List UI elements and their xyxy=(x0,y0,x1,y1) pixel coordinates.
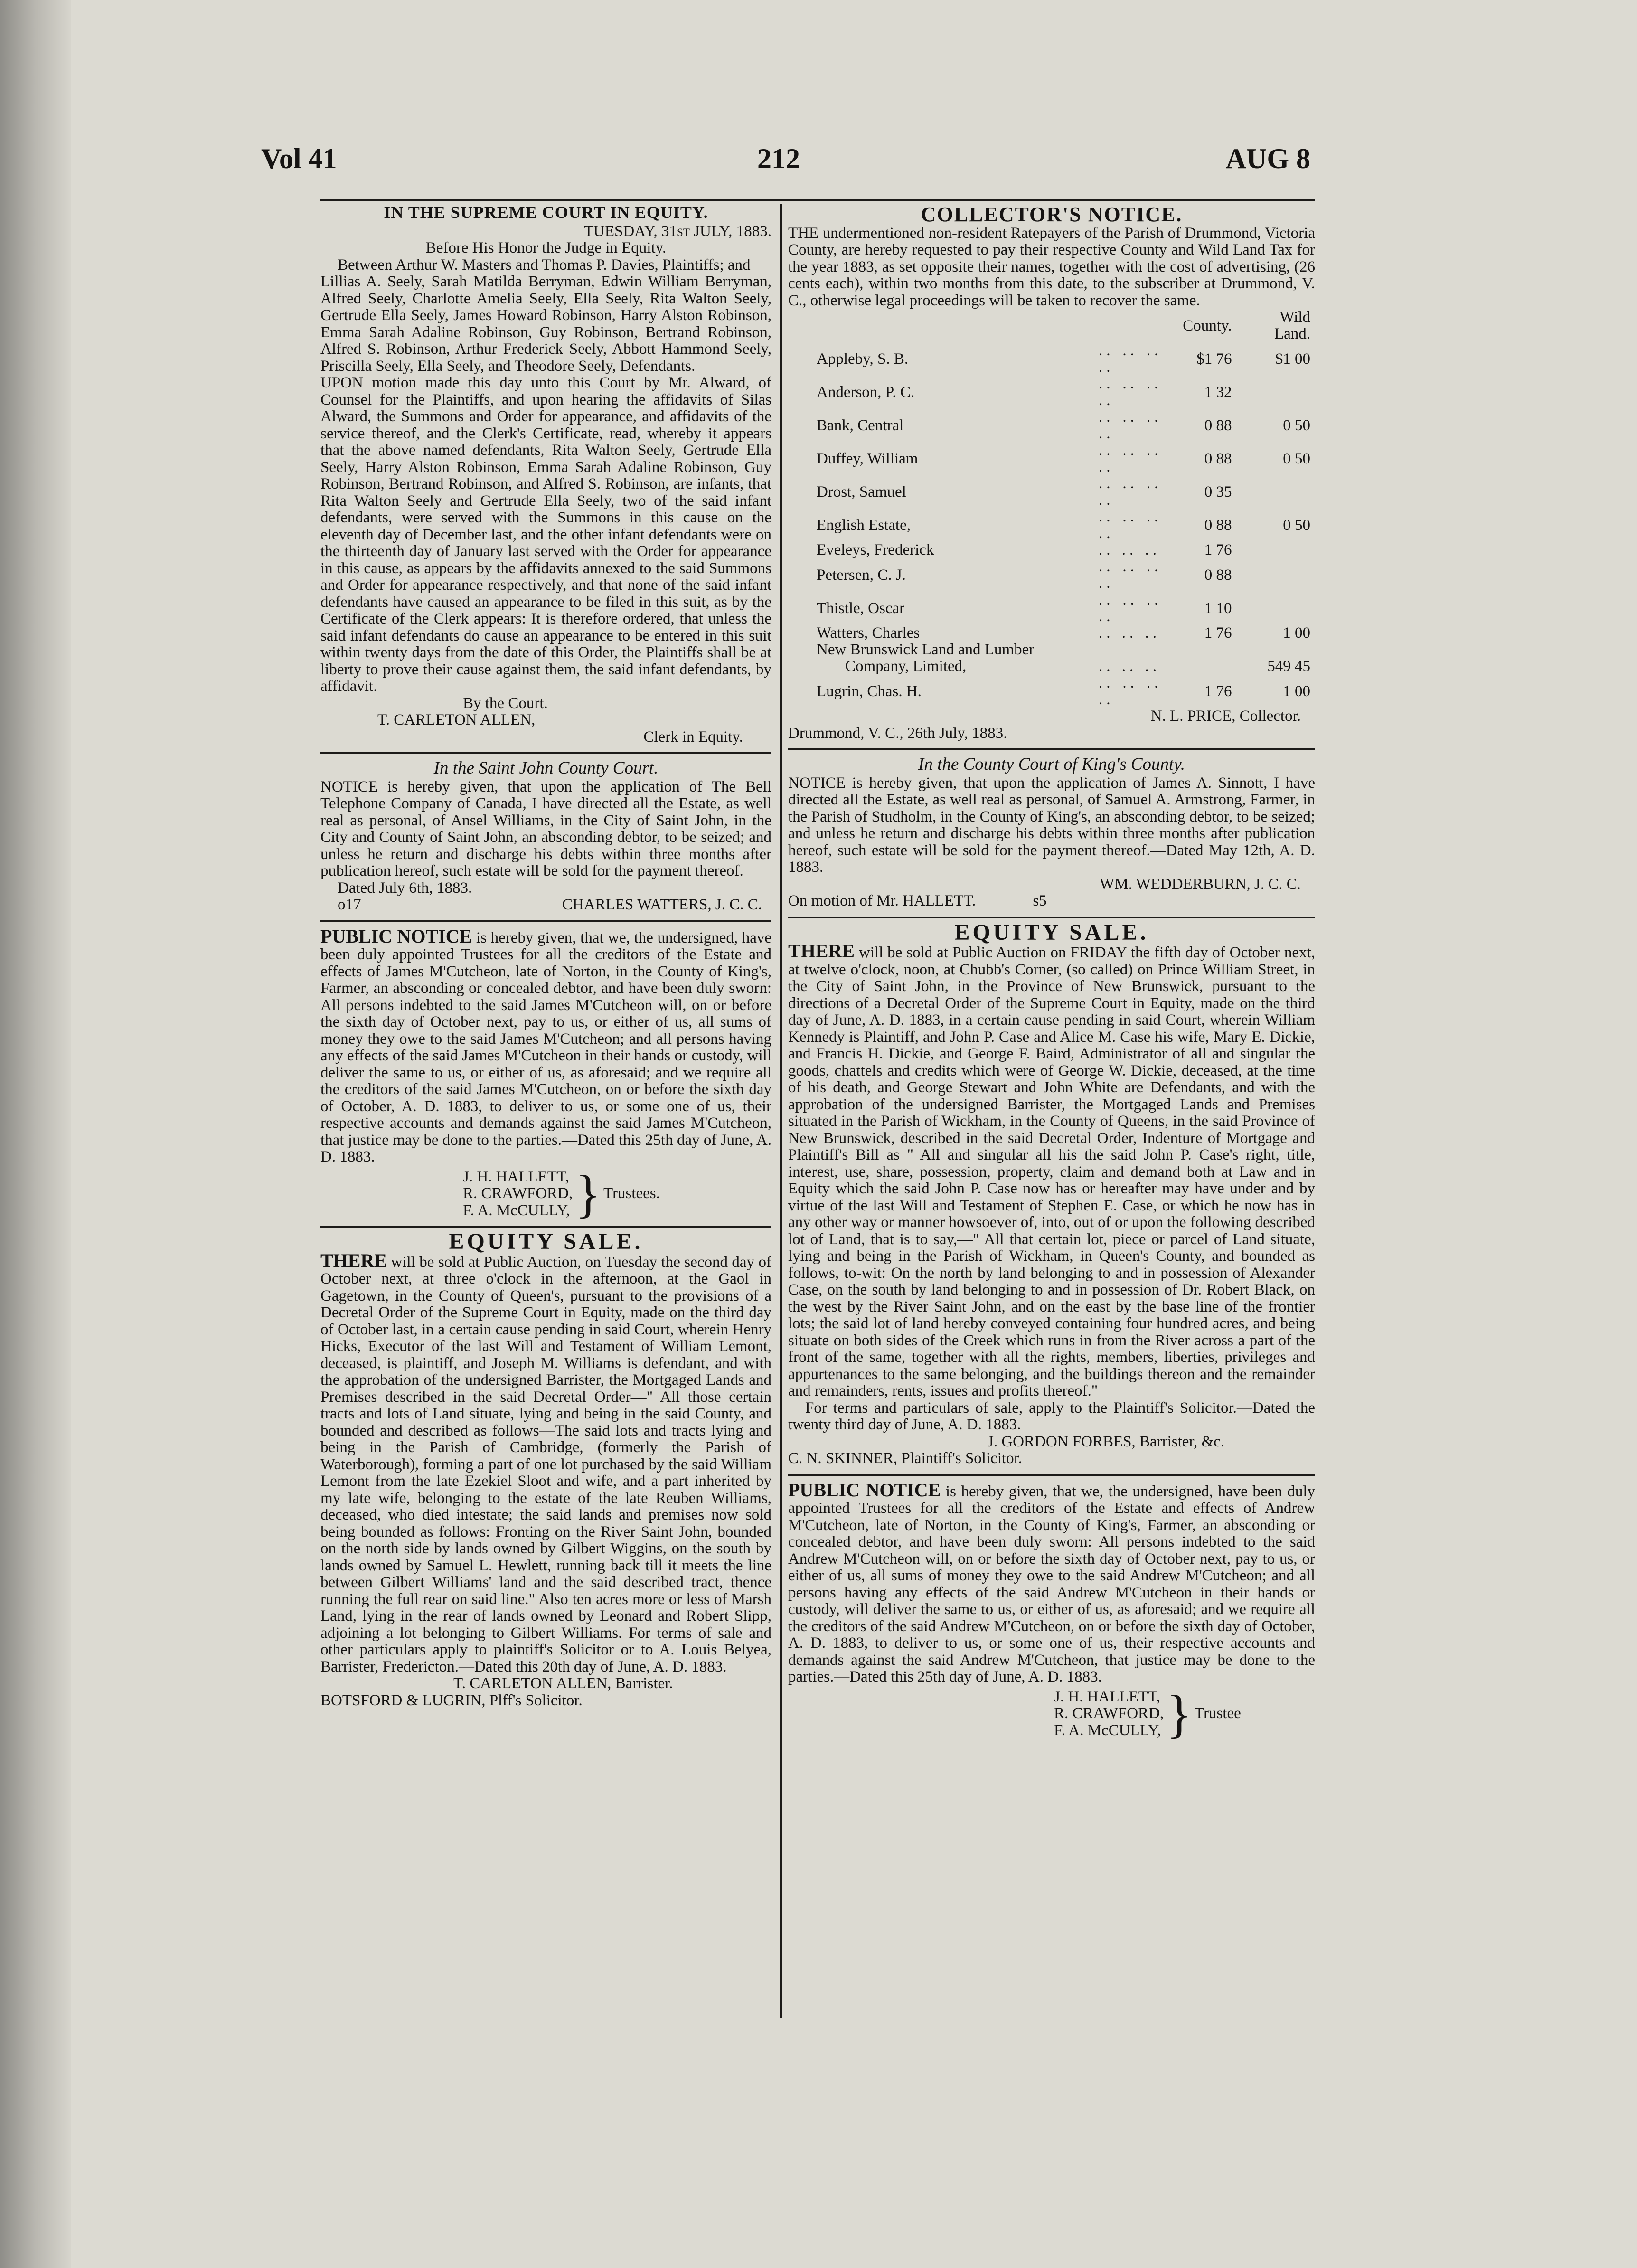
notice-title: In the County Court of King's County. xyxy=(918,755,1185,774)
table-row xyxy=(817,558,1310,592)
trustees-label: Trustees. xyxy=(603,1185,660,1202)
trustee-name: R. CRAWFORD, xyxy=(463,1185,573,1202)
table-cell: 0 88 xyxy=(1204,516,1232,534)
notice-signer: T. CARLETON ALLEN, Barrister. xyxy=(453,1675,673,1692)
table-cell xyxy=(817,309,1099,342)
table-cell: 1 10 xyxy=(1204,599,1232,617)
notice-signer: J. GORDON FORBES, Barrister, &c. xyxy=(988,1433,1225,1450)
table-row xyxy=(817,542,1310,558)
table-cell: Bank, Central xyxy=(817,416,904,434)
table-cell: New Brunswick Land and Lumber xyxy=(817,641,1035,658)
table-row xyxy=(817,376,1310,409)
notice-signer: CHARLES WATTERS, J. C. C. xyxy=(562,896,762,913)
page-spine xyxy=(0,0,71,2268)
table-row xyxy=(817,409,1310,442)
table-row xyxy=(817,675,1310,708)
section-rule xyxy=(320,1226,771,1228)
table-cell: .. .. .. .. xyxy=(1098,674,1162,708)
notice-body: THE undermentioned non-resident Ratepayers of the Parish of Drummond, Victoria County, are hereby requested to pay their respective County and Wild Land Tax for the year 1883, as set opposite their names, together with the cost of advertising, (26 cents each), within two months from this date, to the subscriber at Drummond, V. C., otherwise legal proceedings will be taken to recover the same. xyxy=(788,224,1315,309)
notice-body: UPON motion made this day unto this Court by Mr. Alward, of Counsel for the Plaintiffs, and upon hearing the affidavits of Silas Alward, the Summons and Order for appearance, and affidavits of the service thereof, and the Clerk's Certificate, read, whereby it appears that the above named defendants, Rita Walton Seely, Gertrude Ella Seely, Harry Alston Robinson, Emma Sarah Adaline Robinson, Guy Robinson, Bertrand Robinson, and Alfred S. Robinson, are infants, that Rita Walton Seely and Gertrude Ella Seely, two of the said infant defendants, were served with the Summons in this cause on the eleventh day of December last, and the other infant defendants were on the thirteenth day of January last served with the Order for appearance in this cause, as appears by the affidavits annexed to the said Summons and Order for appearance respectively, and that none of the said infant defendants have caused an appearance to be filed in this suit, as by the Certificate of the Clerk appears: It is therefore ordered, that unless the said infant defendants do cause an appearance to be entered in this suit within twenty days from the date of this Order, the Plaintiffs shall be at liberty to prove their cause against them, the said infant defendants, by affidavit. xyxy=(320,374,771,695)
notice-lead: PUBLIC NOTICE xyxy=(320,925,472,947)
notice-solicitor: BOTSFORD & LUGRIN, Plff's Solicitor. xyxy=(320,1692,583,1709)
table-cell: .. .. .. .. xyxy=(1098,591,1162,625)
notice-lead: PUBLIC NOTICE xyxy=(788,1479,941,1501)
notice-parties-defendants: Lillias A. Seely, Sarah Matilda Berryman, Edwin William Berryman, Alfred Seely, Charlotte Amelia Seely, Ella Seely, Rita Walton Seely, Gertrude Ella Seely, James Howard Robinson, Harry Alston Robinson, Emma Sarah Adaline Robinson, Guy Robinson, Bertrand Robinson, Alfred S. Robinson, Arthur Frederick Seely, Abbott Hammond Seely, Priscilla Seely, Ella Seely, and Theodore Seely, Defendants. xyxy=(320,273,771,375)
table-cell: Drost, Samuel xyxy=(817,483,906,501)
notice-body: will be sold at Public Auction, on Tuesday the second day of October next, at three o'clock in the afternoon, at the Gaol in Gagetown, in the County of Queen's, pursuant to the provisions of a Decretal Order of the Supreme Court in Equity, made on the third day of October last, in a certain cause pending in said Court, wherein Henry Hicks, Executor of the last Will and Testament of William Lemont, deceased, is plaintiff, and Joseph M. Williams is defendant, and with the approbation of the undersigned Barrister, the Mortgaged Lands and Premises described in the said Decretal Order—" All those certain tracts and lots of Land situate, lying and being in the said County, and bounded and described as follows—The said lots and tracts lying and being in the Parish of Cambridge, (formerly the Parish of Waterborough), forming a part of one lot purchased by the said William Lemont from the late Ezekiel Sloot and wife, and a part inherited by my late wife, belonging to the estate of the late Reuben Williams, deceased, who died intestate; the said lands and premises now sold being bounded as follows: Fronting on the River Saint John, bounded on the north side by lands owned by Gilbert Wiggins, on the south by lands owned by Samuel L. Hewlett, running back till it meets the line between Gilbert Williams' land and the said described tract, thence running the full rear on said line." Also ten acres more or less of Marsh Land, lying in the rear of lands owned by Leonard and Robert Slipp, adjoining a lot belonging to Gilbert Williams. For terms of sale and other particulars apply to plaintiff's Solicitor or to A. Louis Belyea, Barrister, Fredericton.—Dated this 20th day of June, A. D. 1883. xyxy=(320,1253,771,1675)
page-number: 212 xyxy=(757,143,800,174)
notice-solicitor: C. N. SKINNER, Plaintiff's Solicitor. xyxy=(788,1450,1023,1467)
table-cell: Watters, Charles xyxy=(817,624,920,642)
equity-sale-saint-john xyxy=(788,919,1315,1467)
table-cell: .. .. .. xyxy=(1098,541,1160,558)
table-cell: Petersen, C. J. xyxy=(817,566,906,584)
notice-body: NOTICE is hereby given, that upon the application of The Bell Telephone Company of Canada, I have directed all the Estate, as well real as personal, of Ansel Williams, in the City of Saint John, in the City and County of Saint John, an absconding debtor, to be seized; and unless he return and discharge his debts within three months after publication hereof, such estate will be sold for the payment thereof. xyxy=(320,778,771,879)
table-cell: 549 45 xyxy=(1267,658,1310,675)
table-cell: 1 00 xyxy=(1283,682,1310,700)
table-cell xyxy=(1242,475,1310,509)
table-row xyxy=(817,658,1310,675)
section-rule xyxy=(788,1474,1315,1476)
collectors-notice xyxy=(788,206,1315,742)
trustees-label: Trustee xyxy=(1194,1705,1241,1722)
notice-lead: THERE xyxy=(788,940,855,962)
table-cell: .. .. .. .. xyxy=(1098,442,1162,475)
page-header xyxy=(247,142,1310,190)
notice-signer: T. CARLETON ALLEN, xyxy=(377,711,536,728)
column-header-wild-land: Wild Land. xyxy=(1274,309,1310,342)
table-cell: 1 76 xyxy=(1204,682,1232,700)
trustee-block xyxy=(320,1164,771,1223)
notice-title: EQUITY SALE. xyxy=(954,919,1149,945)
table-row xyxy=(817,625,1310,642)
notice-dated: Dated July 6th, 1883. xyxy=(338,879,472,897)
notice-lead: THERE xyxy=(320,1249,387,1271)
table-row xyxy=(817,342,1310,376)
table-cell: Appleby, S. B. xyxy=(817,350,909,368)
table-cell xyxy=(1162,642,1241,658)
table-row xyxy=(817,442,1310,475)
table-cell: 0 88 xyxy=(1204,450,1232,467)
supreme-court-notice xyxy=(320,204,771,746)
notice-body: is hereby given, that we, the undersigned, have been duly appointed Trustees for all the creditors of the Estate and effects of James M'Cutcheon, late of Norton, in the County of King's, Farmer, an absconding or concealed debtor, and have been duly sworn: All persons indebted to the said James M'Cutcheon will, on or before the sixth day of October next, pay to us, or either of us, all sums of money they owe to the said James M'Cutcheon; and all persons having any effects of the said James M'Cutcheon in their hands or custody, will deliver the same to us, or either of us, as aforesaid; and we require all the creditors of the said James M'Cutcheon, on or before the sixth day of October, A. D. 1883, to deliver to us, or some one of us, their respective accounts and demands against the said James M'Cutcheon, that justice may be done to the parties.—Dated this 25th day of June, A. D. 1883. xyxy=(320,929,771,1165)
notice-by-court: By the Court. xyxy=(463,694,548,712)
notice-dated: Drummond, V. C., 26th July, 1883. xyxy=(788,724,1007,742)
section-rule xyxy=(320,752,771,754)
section-rule xyxy=(788,917,1315,918)
table-cell xyxy=(1242,376,1310,409)
notice-body: will be sold at Public Auction on FRIDAY the fifth day of October next, at twelve o'clock, noon, at Chubb's Corner, (so called) on Prince William Street, in the City of Saint John, in the Province of New Brunswick, pursuant to the directions of a Decretal Order of the Supreme Court in Equity, made on the third day of June, A. D. 1883, in a certain cause pending in said Court, wherein William Kennedy is Plaintiff, and John P. Case and Alice M. Case his wife, Mary E. Dickie, and Francis H. Dickie, and George F. Baird, Administrator of all and singular the goods, chattels and credits which were of George W. Dickie, deceased, at the time of his death, and George Stewart and John White are Defendants, and with the approbation of the undersigned Barrister, the Mortgaged Lands and Premises situated in the Parish of Wickham, in the County of Queens, in the said Province of New Brunswick, described in the said Decretal Order, Indenture of Mortgage and Plaintiff's Bill as " All and singular all his the said John P. Case's right, title, interest, use, share, possession, property, claim and demand both at Law and in Equity which the said John P. Case now has or hereafter may have under and by virtue of the last Will and Testament of Stephen E. Case, or which he now has in any other way or manner howsoever of, into, out of or upon the following described lot of Land, that is to say,—" All that certain lot, piece or parcel of Land situate, lying and being in the Parish of Wickham, in Queen's County, and bounded as follows, to-wit: On the north by land belonging to and in possession of Alexander Case, on the south by land belonging to and in possession of Dr. Robert Black, on the west by the River Saint John, and on the east by the base line of the frontier lots; the said lot of land hereby conveyed containing four hundred acres, and being situate on both sides of the Creek which runs in from the River across a part of the front of the same, together with all the rights, members, liberties, privileges and appurtenances to the same belonging, and the buildings thereon and the remainder and remainders, rents, issues and profits thereof." xyxy=(788,944,1315,1399)
trustee-name: J. H. HALLETT, xyxy=(1054,1688,1160,1705)
kings-county-court-notice xyxy=(788,756,1315,910)
notice-code: s5 xyxy=(1033,892,1047,909)
notice-dateline: TUESDAY, 31st JULY, 1883. xyxy=(583,222,771,240)
table-cell: .. .. .. .. xyxy=(1098,375,1162,409)
left-column xyxy=(320,204,771,2213)
table-cell: .. .. .. xyxy=(1098,658,1160,675)
table-cell: .. .. .. .. xyxy=(1098,475,1162,509)
notice-signer-title: Clerk in Equity. xyxy=(643,728,743,746)
table-cell: $1 76 xyxy=(1196,350,1232,368)
notice-motion: On motion of Mr. HALLETT. xyxy=(788,892,976,909)
table-cell: .. .. .. .. xyxy=(1098,508,1162,542)
table-header-row xyxy=(817,309,1310,342)
tax-table xyxy=(817,309,1310,708)
table-cell: .. .. .. .. xyxy=(1098,408,1162,442)
table-cell: 0 88 xyxy=(1204,416,1232,434)
table-cell: Duffey, William xyxy=(817,450,918,467)
brace-glyph: } xyxy=(575,1164,601,1223)
table-cell xyxy=(1099,309,1162,342)
trustee-name: R. CRAWFORD, xyxy=(1054,1705,1164,1722)
notice-title: IN THE SUPREME COURT IN EQUITY. xyxy=(384,204,708,222)
table-cell: Lugrin, Chas. H. xyxy=(817,682,922,700)
right-column xyxy=(788,204,1315,2213)
table-cell xyxy=(1242,542,1310,558)
notice-terms: For terms and particulars of sale, apply to the Plaintiff's Solicitor.—Dated the twenty third day of June, A. D. 1883. xyxy=(788,1399,1315,1433)
notice-title: EQUITY SALE. xyxy=(449,1229,643,1254)
table-cell: 0 50 xyxy=(1283,450,1310,467)
notice-before: Before His Honor the Judge in Equity. xyxy=(425,239,667,256)
table-row xyxy=(817,475,1310,509)
table-cell: 0 35 xyxy=(1204,483,1232,501)
table-cell: $1 00 xyxy=(1275,350,1310,368)
table-cell xyxy=(1242,558,1310,592)
brace-glyph: } xyxy=(1167,1684,1192,1743)
equity-sale-gagetown xyxy=(320,1229,771,1709)
trustee-name: F. A. McCULLY, xyxy=(463,1201,570,1219)
notice-code: o17 xyxy=(338,896,361,913)
column-header-county: County. xyxy=(1183,317,1232,334)
table-cell: .. .. .. xyxy=(1098,624,1160,642)
table-cell: English Estate, xyxy=(817,516,911,534)
public-notice-james xyxy=(320,925,771,1223)
notice-body: is hereby given, that we, the undersigned, have been duly appointed Trustees for all the creditors of the Estate and effects of Andrew M'Cutcheon, late of Norton, in the County of King's, Farmer, an absconding or concealed debtor, and have been duly sworn: All persons indebted to the said Andrew M'Cutcheon will, on or before the sixth day of October next, pay to us, or either of us, all sums of money they owe to the said Andrew M'Cutcheon; and all persons having any effects of the said Andrew M'Cutcheon in their hands or custody, will deliver the same to us, or either of us, as aforesaid; and we require all the creditors of the said Andrew M'Cutcheon, on or before the sixth day of October, A. D. 1883, to deliver to us, or some one of us, their respective accounts and demands against the said Andrew M'Cutcheon, that justice may be done to the parties.—Dated this 25th day of June, A. D. 1883. xyxy=(788,1483,1315,1685)
table-row xyxy=(817,642,1310,658)
table-cell xyxy=(1162,658,1241,675)
table-cell: 1 76 xyxy=(1204,541,1232,558)
table-cell: .. .. .. .. xyxy=(1098,558,1162,592)
table-cell: 1 76 xyxy=(1204,624,1232,642)
table-cell: Anderson, P. C. xyxy=(817,383,915,401)
table-cell xyxy=(1242,592,1310,625)
notice-signer: WM. WEDDERBURN, J. C. C. xyxy=(1100,875,1301,893)
table-row xyxy=(817,509,1310,542)
table-cell xyxy=(1242,642,1310,658)
volume-label: Vol 41 xyxy=(261,143,337,174)
notice-title: COLLECTOR'S NOTICE. xyxy=(921,204,1183,226)
header-rule xyxy=(320,199,1315,201)
trustee-name: F. A. McCULLY, xyxy=(1054,1721,1161,1739)
table-cell: 0 88 xyxy=(1204,566,1232,584)
table-cell: 0 50 xyxy=(1283,516,1310,534)
table-cell: 0 50 xyxy=(1283,416,1310,434)
trustee-block xyxy=(788,1684,1315,1743)
trustee-name: J. H. HALLETT, xyxy=(463,1168,569,1185)
column-divider xyxy=(780,204,782,2018)
table-cell: Eveleys, Frederick xyxy=(817,541,934,558)
saint-john-county-court-notice xyxy=(320,760,771,914)
section-rule xyxy=(788,748,1315,750)
notice-title: In the Saint John County Court. xyxy=(433,758,659,778)
table-cell: 1 32 xyxy=(1204,383,1232,401)
table-row xyxy=(817,592,1310,625)
issue-date: AUG 8 xyxy=(1225,143,1310,174)
table-cell: Company, Limited, xyxy=(845,658,967,675)
notice-parties-plaintiffs: Between Arthur W. Masters and Thomas P. Davies, Plaintiffs; and xyxy=(338,256,751,274)
section-rule xyxy=(320,920,771,922)
notice-signer: N. L. PRICE, Collector. xyxy=(1150,708,1301,725)
notice-body: NOTICE is hereby given, that upon the application of James A. Sinnott, I have directed all the Estate, as well real as personal, of Samuel A. Armstrong, Farmer, in the Parish of Studholm, in the County of King's, an absconding debtor, to be seized; and unless he return and discharge his debts within three months after publication hereof, such estate will be sold for the payment thereof.—Dated May 12th, A. D. 1883. xyxy=(788,774,1315,876)
table-cell: 1 00 xyxy=(1283,624,1310,642)
table-cell: Thistle, Oscar xyxy=(817,599,905,617)
public-notice-andrew xyxy=(788,1479,1315,1743)
table-cell: .. .. .. .. xyxy=(1098,342,1162,376)
